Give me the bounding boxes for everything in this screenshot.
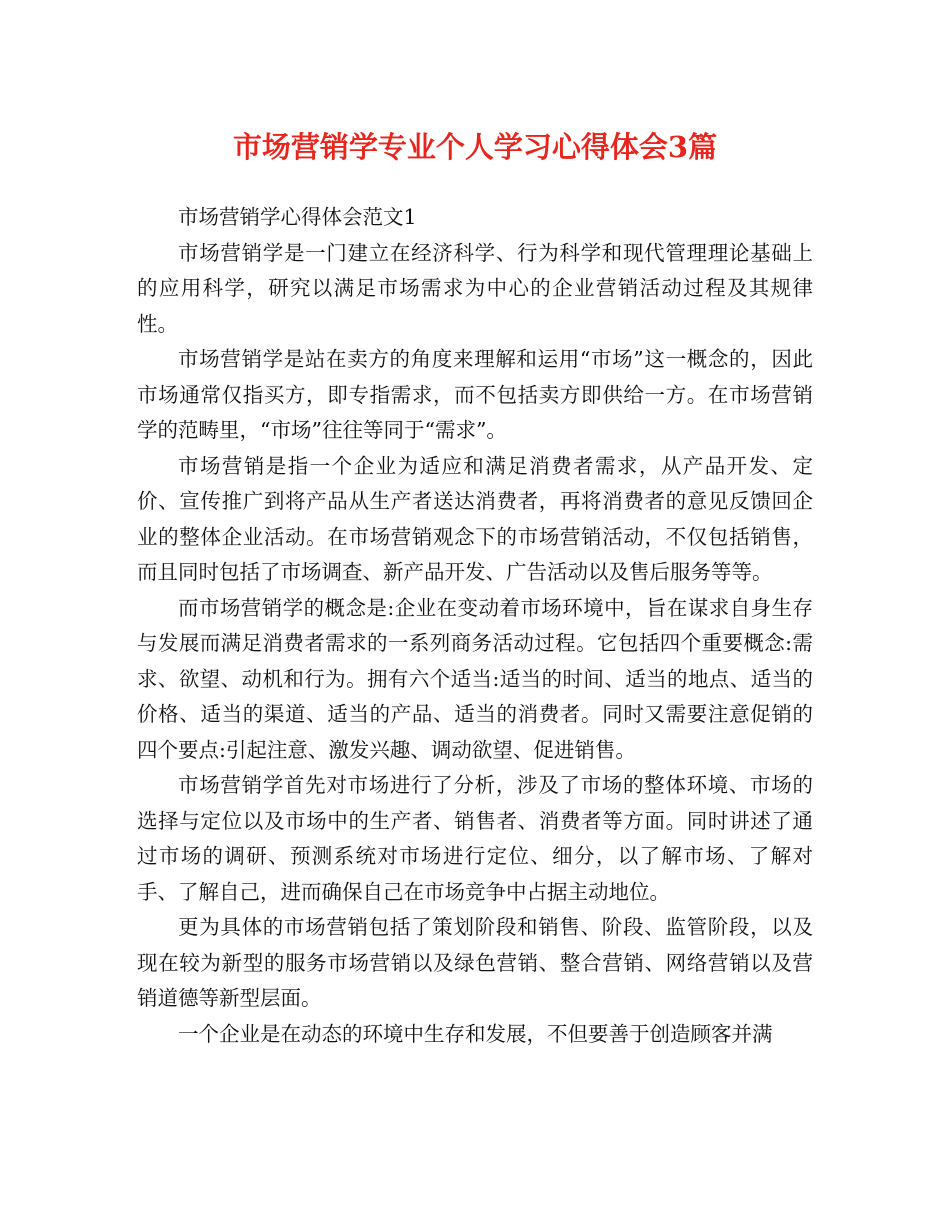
paragraph: 更为具体的市场营销包括了策划阶段和销售、阶段、监管阶段，以及现在较为新型的服务市场营销以及绿色营销、整合营销、网络营销以及营销道德等新型层面。 bbox=[137, 915, 813, 1010]
paragraph: 市场营销学是站在卖方的角度来理解和运用“市场”这一概念的，因此市场通常仅指买方，即专指需求，而不包括卖方即供给一方。在市场营销学的范畴里，“市场”往往等同于“需求”。 bbox=[137, 347, 813, 442]
paragraph: 市场营销学首先对市场进行了分析，涉及了市场的整体环境、市场的选择与定位以及市场中的生产者、销售者、消费者等方面。同时讲述了通过市场的调研、预测系统对市场进行定位、细分，以了解市场、了解对手、了解自己，进而确保自己在市场竞争中占据主动地位。 bbox=[137, 773, 813, 904]
paragraph: 一个企业是在动态的环境中生存和发展，不但要善于创造顾客并满 bbox=[178, 1021, 773, 1046]
section-heading: 市场营销学心得体会范文1 bbox=[178, 205, 417, 229]
paragraph: 市场营销学是一门建立在经济科学、行为科学和现代管理理论基础上的应用科学，研究以满足市场需求为中心的企业营销活动过程及其规律性。 bbox=[137, 240, 813, 336]
document-body bbox=[137, 200, 813, 1052]
paragraph: 而市场营销学的概念是:企业在变动着市场环境中，旨在谋求自身生存与发展而满足消费者需求的一系列商务活动过程。它包括四个重要概念:需求、欲望、动机和行为。拥有六个适当:适当的时间、适当的地点、适当的价格、适当的渠道、适当的产品、适当的消费者。同时又需要注意促销的四个要点:引起注意、激发兴趣、调动欲望、促进销售。 bbox=[137, 595, 813, 762]
document-title: 市场营销学专业个人学习心得体会3篇 bbox=[232, 130, 718, 164]
paragraph: 市场营销是指一个企业为适应和满足消费者需求，从产品开发、定价、宣传推广到将产品从生产者送达消费者，再将消费者的意见反馈回企业的整体企业活动。在市场营销观念下的市场营销活动，不仅包括销售，而且同时包括了市场调查、新产品开发、广告活动以及售后服务等等。 bbox=[137, 453, 813, 584]
